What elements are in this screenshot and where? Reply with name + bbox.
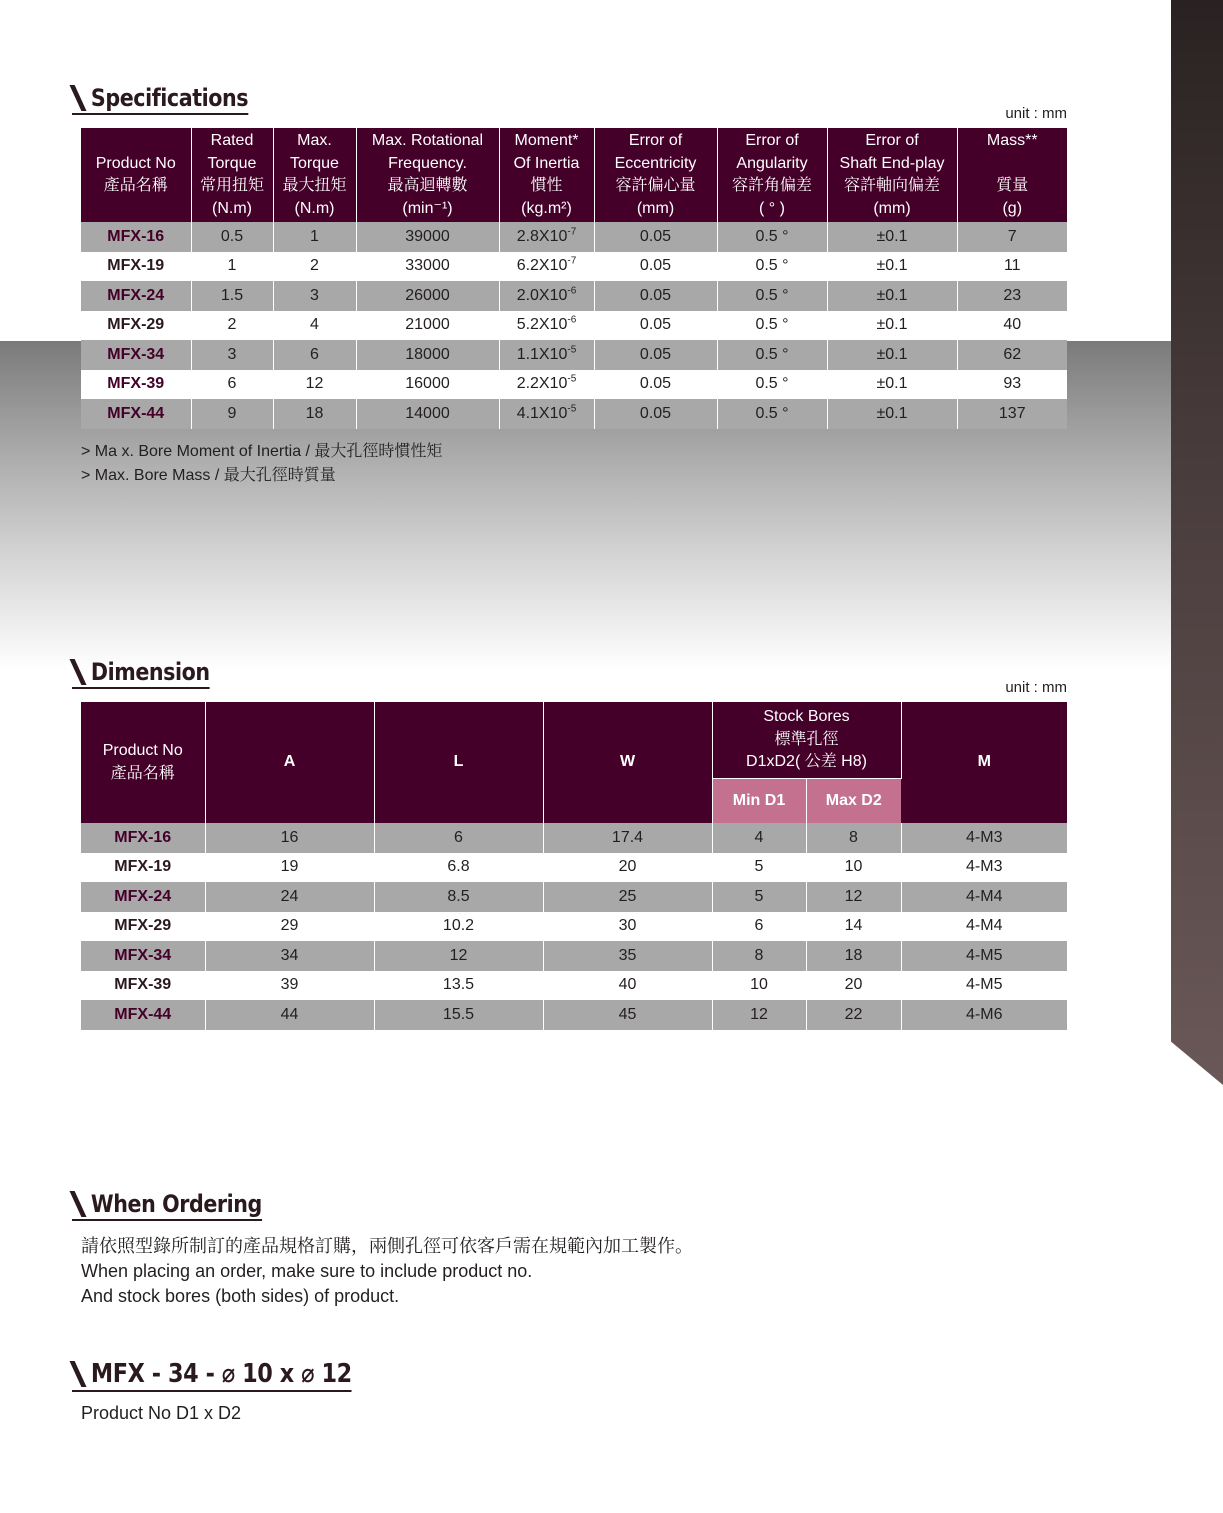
dim-cell-name: MFX-34 [81,941,205,971]
spec-cell-ang: 0.5 ° [717,222,827,252]
spec-header-line: 常用扭矩 [199,177,264,194]
spec-header-line [81,198,191,221]
dim-cell-w: 40 [543,971,712,1001]
dim-header-max-d2: Max D2 [806,778,901,823]
inertia-exponent: -7 [567,226,577,238]
spec-cell-endplay: ±0.1 [827,311,957,341]
spec-header-line: (N.m) [212,199,252,217]
spec-cell-endplay: ±0.1 [827,370,957,400]
spec-header-cell [499,128,594,222]
dim-header-product-zh: 產品名稱 [110,764,175,782]
dim-cell-l: 12 [374,941,543,971]
order-example-code: MFX - 34 - ⌀ 10 x ⌀ 12 [90,1359,352,1389]
dim-cell-w: 45 [543,1000,712,1030]
order-example-label: Product No D1 x D2 [81,1403,242,1423]
spec-header-line: Mass** [986,132,1038,149]
spec-cell-mass: 11 [1003,257,1021,275]
dim-header-bores-spec: D1xD2( 公差 H8) [746,753,867,771]
spec-table-row [81,340,1067,370]
spec-cell-ang: 0.5 ° [717,340,827,370]
spec-cell-mass: 137 [957,399,1067,429]
inertia-base: 2.8X10 [516,227,568,245]
spec-cell-mass: 62 [957,340,1067,370]
inertia-base: 2.2X10 [516,375,568,393]
spec-cell-name: MFX-34 [81,340,191,370]
dim-table-row [81,941,1067,971]
dim-header-product-en: Product No [102,742,183,759]
dim-cell-name: MFX-44 [81,1000,205,1030]
dimension-heading [72,658,210,689]
spec-cell-freq: 39000 [356,222,499,252]
dim-cell-max: 10 [806,853,901,883]
inertia-exponent: -6 [567,314,577,326]
spec-cell-torque: 2 [191,311,273,341]
spec-cell-name: MFX-24 [81,281,191,311]
spec-header-line: (g) [1002,199,1023,217]
dim-cell-name: MFX-19 [81,853,205,883]
dim-cell-name: MFX-16 [81,823,205,853]
spec-cell-ecc: 0.05 [594,222,717,252]
spec-header-line: 慣性 [530,177,563,194]
dim-cell-a: 24 [205,882,374,912]
spec-cell-max-torque: 2 [273,252,356,282]
spec-header-line: (kg.m²) [521,199,572,217]
inertia-exponent: -5 [567,403,577,415]
dim-header-min-d1: Min D1 [712,778,806,823]
spec-cell-max-torque: 4 [273,311,356,341]
specifications-notes [81,440,442,488]
inertia-exponent: -6 [567,285,577,297]
heading-slash-icon [69,1361,86,1387]
spec-cell-torque: 1 [191,252,273,282]
note-mass: > Max. Bore Mass / 最大孔徑時質量 [81,467,336,484]
dim-table-row [81,823,1067,853]
dim-cell-l: 10.2 [374,912,543,942]
ordering-title: When Ordering [90,1190,262,1218]
dim-cell-a: 44 [205,1000,374,1030]
dim-table-row [81,882,1067,912]
spec-header-line: (N.m) [294,199,335,217]
spec-header-line: Shaft End-play [839,154,945,172]
heading-slash-icon [69,659,86,685]
spec-cell-mass: 93 [957,370,1067,400]
ordering-line-en-1: When placing an order, make sure to include product no. [81,1261,533,1281]
spec-header-line: Of Inertia [513,154,580,172]
spec-header-cell [81,128,191,222]
spec-header-line: Rated [210,132,254,149]
dim-table-row [81,912,1067,942]
heading-slash-icon [69,1191,86,1217]
spec-header-line: Angularity [736,154,808,172]
dim-cell-m: 4-M3 [966,858,1003,876]
spec-cell-ecc: 0.05 [594,370,717,400]
spec-table-row [81,252,1067,282]
spec-header-line: Moment* [514,132,579,149]
spec-cell-inertia [499,311,594,341]
spec-header-line: 容許偏心量 [615,177,696,194]
dim-table-row [81,853,1067,883]
dim-header-l: L [374,702,543,823]
spec-header-line: Error of [628,132,683,149]
dim-cell-a: 19 [205,853,374,883]
right-edge-stripe [1171,0,1223,1085]
spec-cell-freq: 21000 [356,311,499,341]
dim-cell-l: 8.5 [374,882,543,912]
dimension-table [81,702,1067,1030]
dim-cell-max: 22 [806,1000,901,1030]
spec-cell-name: MFX-19 [81,252,191,282]
dim-cell-l: 13.5 [374,971,543,1001]
spec-cell-endplay: ±0.1 [827,340,957,370]
spec-header-line: Error of [745,132,799,149]
spec-header-line: 最大扭矩 [282,177,347,194]
dim-cell-l: 6.8 [374,853,543,883]
dim-cell-m: 4-M4 [901,882,1067,912]
spec-cell-ang: 0.5 ° [717,281,827,311]
dimension-title: Dimension [90,658,210,686]
dim-header-product [81,702,205,823]
dim-cell-max: 8 [806,823,901,853]
spec-header-cell [594,128,717,222]
dim-cell-min: 5 [712,853,806,883]
dim-header-bores-zh: 標準孔徑 [774,730,839,748]
dim-cell-name: MFX-29 [81,912,205,942]
spec-header-line: (mm) [636,199,675,217]
spec-cell-max-torque: 1 [273,222,356,252]
dim-cell-l: 6 [374,823,543,853]
spec-cell-name: MFX-16 [81,222,191,252]
spec-header-cell [191,128,273,222]
inertia-base: 6.2X10 [516,257,568,275]
spec-header-line: Product No [95,154,176,172]
dim-cell-w: 17.4 [543,823,712,853]
spec-header-cell [273,128,356,222]
dimension-unit: unit : mm [1005,679,1067,696]
specifications-heading [72,84,248,115]
spec-table-row [81,370,1067,400]
dim-table-row [81,1000,1067,1030]
dimension-header-row [81,702,1067,778]
spec-cell-inertia [499,281,594,311]
spec-cell-endplay: ±0.1 [827,399,957,429]
spec-cell-endplay: ±0.1 [827,252,957,282]
spec-cell-freq: 26000 [356,281,499,311]
spec-cell-mass: 7 [957,222,1067,252]
spec-cell-inertia [499,399,594,429]
spec-cell-torque: 1.5 [191,281,273,311]
spec-cell-ang: 0.5 ° [717,311,827,341]
dim-cell-m: 4-M6 [901,1000,1067,1030]
specifications-table [81,128,1067,429]
spec-header-cell [957,128,1067,222]
spec-cell-torque: 0.5 [191,222,273,252]
spec-header-line: Max. Rotational [371,132,484,149]
spec-header-line: Max. [297,132,332,149]
spec-cell-ang: 0.5 ° [717,370,827,400]
spec-header-line: Torque [290,154,339,172]
spec-header-line: Eccentricity [614,154,697,172]
dim-cell-m: 4-M4 [966,917,1003,935]
inertia-base: 5.2X10 [516,316,568,334]
dim-header-m: M [901,702,1067,823]
spec-header-line: 容許軸向偏差 [843,177,940,194]
dim-cell-min: 5 [712,882,806,912]
heading-slash-icon [69,85,86,111]
dim-cell-w: 35 [543,941,712,971]
spec-header-line: 容許角偏差 [731,177,812,194]
spec-header-line: (min⁻¹) [402,199,453,217]
inertia-base: 4.1X10 [516,404,568,422]
ordering-heading [72,1190,262,1221]
spec-header-line: 最高迴轉數 [387,177,468,194]
spec-cell-ang: 0.5 ° [717,399,827,429]
dim-cell-m: 4-M3 [901,823,1067,853]
dim-header-stock-bores [712,702,901,778]
spec-cell-inertia [499,340,594,370]
inertia-base: 1.1X10 [516,345,568,363]
dim-cell-min: 8 [712,941,806,971]
dim-cell-l: 15.5 [374,1000,543,1030]
spec-header-line: Error of [865,132,919,149]
dim-cell-min: 12 [712,1000,806,1030]
spec-header-cell [827,128,957,222]
spec-cell-ecc: 0.05 [594,252,717,282]
spec-cell-ang: 0.5 ° [717,252,827,282]
dim-cell-name: MFX-24 [81,882,205,912]
note-inertia: > Ma x. Bore Moment of Inertia / 最大孔徑時慣性矩 [81,443,443,460]
spec-header-line: Torque [207,154,257,172]
spec-cell-freq: 18000 [356,340,499,370]
spec-cell-max-torque: 6 [273,340,356,370]
spec-header-line: (mm) [873,199,911,217]
dim-cell-a: 39 [205,971,374,1001]
dim-cell-max: 20 [806,971,901,1001]
dim-header-bores-en: Stock Bores [763,708,850,726]
spec-cell-ecc: 0.05 [594,311,717,341]
spec-header-cell [356,128,499,222]
dim-cell-m: 4-M5 [901,941,1067,971]
dim-cell-a: 29 [205,912,374,942]
spec-header-cell [717,128,827,222]
ordering-line-en-2: And stock bores (both sides) of product. [81,1286,400,1306]
order-example-heading [72,1359,352,1392]
spec-cell-name: MFX-44 [81,399,191,429]
dim-header-w: W [543,702,712,823]
spec-table-row [81,222,1067,252]
spec-cell-name: MFX-39 [81,370,191,400]
spec-cell-torque: 3 [191,340,273,370]
specifications-unit: unit : mm [1005,105,1067,122]
inertia-exponent: -5 [567,344,577,356]
spec-cell-endplay: ±0.1 [827,281,957,311]
spec-cell-ecc: 0.05 [594,281,717,311]
ordering-line-zh: 請依照型錄所制訂的產品規格訂購，兩側孔徑可依客戶需在規範內加工製作。 [81,1236,693,1256]
dim-cell-w: 20 [543,853,712,883]
inertia-exponent: -7 [567,255,577,267]
spec-header-line: Frequency. [388,154,467,172]
spec-cell-ecc: 0.05 [594,399,717,429]
spec-cell-inertia [499,222,594,252]
ordering-text [81,1234,693,1309]
dim-cell-m: 4-M5 [966,976,1003,994]
inertia-exponent: -5 [567,373,577,385]
dim-cell-a: 34 [205,941,374,971]
spec-table-row [81,399,1067,429]
dim-cell-max: 18 [806,941,901,971]
dim-cell-a: 16 [205,823,374,853]
spec-cell-max-torque: 18 [273,399,356,429]
spec-cell-mass: 23 [957,281,1067,311]
spec-cell-inertia [499,252,594,282]
dim-cell-w: 30 [543,912,712,942]
spec-table-row [81,311,1067,341]
spec-header-line: 質量 [996,177,1029,194]
spec-cell-torque: 9 [191,399,273,429]
spec-cell-ecc: 0.05 [594,340,717,370]
dim-cell-max: 14 [806,912,901,942]
dim-cell-max: 12 [806,882,901,912]
spec-cell-freq: 14000 [356,399,499,429]
spec-cell-freq: 33000 [356,252,499,282]
dim-header-a: A [205,702,374,823]
specifications-header-row [81,128,1067,222]
inertia-base: 2.0X10 [516,286,568,304]
spec-cell-name: MFX-29 [81,311,191,341]
spec-cell-torque: 6 [191,370,273,400]
spec-cell-inertia [499,370,594,400]
spec-header-line [81,130,191,153]
spec-cell-endplay: ±0.1 [827,222,957,252]
dim-cell-min: 10 [712,971,806,1001]
dim-cell-w: 25 [543,882,712,912]
spec-cell-mass: 40 [1003,316,1022,334]
spec-cell-max-torque: 3 [273,281,356,311]
spec-header-line [958,153,1068,176]
specifications-title: Specifications [90,84,249,112]
dim-table-row [81,971,1067,1001]
spec-header-line: ( ° ) [759,199,785,217]
dim-cell-name: MFX-39 [81,971,205,1001]
dim-cell-min: 6 [712,912,806,942]
dim-cell-min: 4 [712,823,806,853]
spec-cell-freq: 16000 [356,370,499,400]
spec-table-row [81,281,1067,311]
spec-header-line: 產品名稱 [103,177,168,194]
spec-cell-max-torque: 12 [273,370,356,400]
